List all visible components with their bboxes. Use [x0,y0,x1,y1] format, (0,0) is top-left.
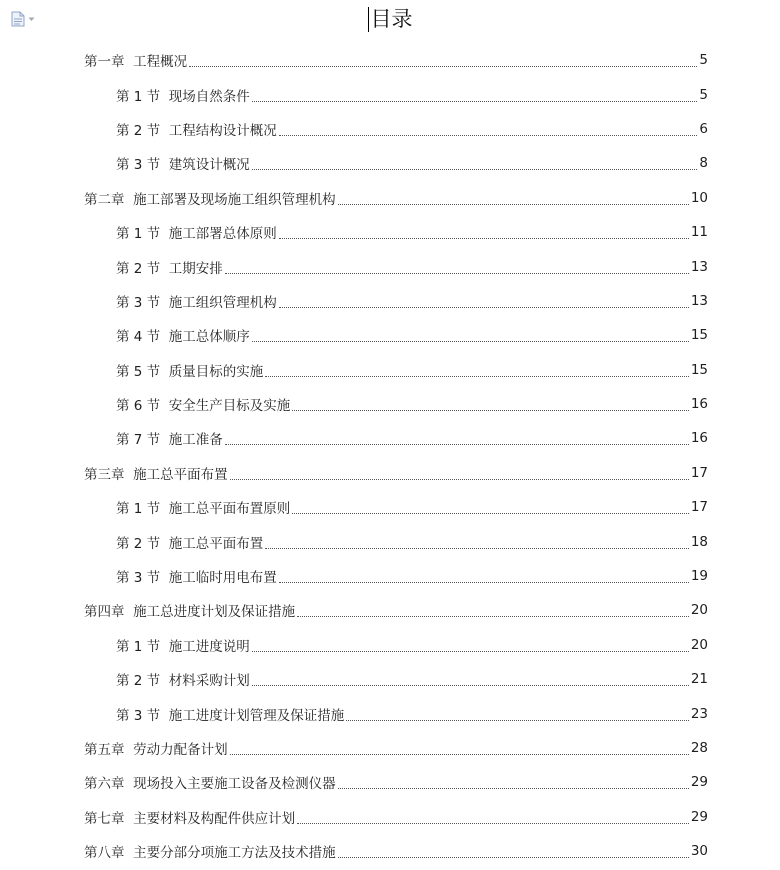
table-of-contents [0,43,780,868]
toc-dot-leader [346,719,689,721]
toc-page-number: 17 [690,464,708,481]
toc-section-entry[interactable] [0,112,780,146]
toc-chapter-entry[interactable] [0,800,780,834]
toc-section-entry[interactable] [0,77,780,111]
toc-entry-label: 第 5 节 质量目标的实施 [116,363,264,380]
toc-dot-leader [338,203,689,205]
toc-dot-leader [338,787,689,789]
toc-entry-label: 第 4 节 施工总体顺序 [116,329,250,346]
toc-dot-leader [292,512,689,514]
toc-section-entry[interactable] [0,387,780,421]
toc-dot-leader [230,753,689,755]
toc-page-number: 6 [699,120,708,137]
toc-entry-label: 第三章 施工总平面布置 [84,466,228,483]
toc-section-entry[interactable] [0,628,780,662]
toc-dot-leader [252,650,689,652]
toc-dot-leader [252,100,698,102]
toc-entry-label: 第 6 节 安全生产目标及实施 [116,398,291,415]
toc-section-entry[interactable] [0,249,780,283]
toc-dot-leader [189,65,697,67]
toc-section-entry[interactable] [0,696,780,730]
toc-dot-leader [338,856,689,858]
toc-page-number: 13 [690,258,708,275]
toc-dot-leader [252,684,689,686]
toc-section-entry[interactable] [0,284,780,318]
toc-entry-label: 第八章 主要分部分项施工方法及技术措施 [84,845,336,862]
toc-page-number: 5 [699,86,708,103]
toc-page-number: 29 [690,808,708,825]
toc-page-number: 20 [690,602,708,619]
toc-section-entry[interactable] [0,490,780,524]
toc-entry-label: 第 1 节 施工总平面布置原则 [116,501,291,518]
toc-chapter-entry[interactable] [0,593,780,627]
toc-dot-leader [279,306,689,308]
toc-dot-leader [265,375,689,377]
toc-chapter-entry[interactable] [0,765,780,799]
toc-dot-leader [292,409,689,411]
toc-dot-leader [252,340,689,342]
toc-entry-label: 第七章 主要材料及构配件供应计划 [84,810,296,827]
toc-page-number: 11 [690,224,708,241]
toc-page-number: 29 [690,774,708,791]
toc-entry-label: 第 2 节 工期安排 [116,260,223,277]
toc-entry-label: 第五章 劳动力配备计划 [84,742,228,758]
toc-page-number: 20 [690,636,708,653]
text-cursor [368,7,370,32]
toc-dot-leader [279,134,698,136]
toc-entry-label: 第四章 施工总进度计划及保证措施 [84,604,296,621]
toc-entry-label: 第 2 节 材料采购计划 [116,673,250,690]
toc-entry-label: 第 7 节 施工准备 [116,432,223,449]
toc-page-number: 23 [690,705,708,722]
toc-page-number: 17 [690,499,708,516]
toc-section-entry[interactable] [0,318,780,352]
toc-dot-leader [265,547,689,549]
toc-dot-leader [225,272,689,274]
toc-entry-label: 第 3 节 施工进度计划管理及保证措施 [116,707,345,724]
toc-section-entry[interactable] [0,524,780,558]
toc-page-number: 18 [690,533,708,550]
toc-section-entry[interactable] [0,559,780,593]
toc-entry-label: 第一章 工程概况 [84,54,188,71]
toc-chapter-entry[interactable] [0,834,780,868]
toc-section-entry[interactable] [0,662,780,696]
page-title[interactable] [368,4,413,34]
page-title-text: 目录 [370,7,413,31]
toc-entry-label: 第 1 节 施工部署总体原则 [116,226,277,243]
toc-dot-leader [279,237,689,239]
toc-section-entry[interactable] [0,421,780,455]
toc-entry-label: 第 1 节 施工进度说明 [116,638,250,655]
toc-chapter-entry[interactable] [0,456,780,490]
toc-entry-label: 第六章 现场投入主要施工设备及检测仪器 [84,776,336,793]
toc-chapter-entry[interactable] [0,43,780,77]
title-container [0,4,780,34]
toc-page-number: 15 [690,361,708,378]
toc-dot-leader [297,615,689,617]
toc-dot-leader [297,822,689,824]
toc-page-number: 19 [690,568,708,585]
toc-page-number: 21 [690,671,708,688]
toc-entry-label: 第 3 节 施工临时用电布置 [116,570,277,587]
toc-page-number: 5 [699,52,708,69]
toc-entry-label: 第 2 节 工程结构设计概况 [116,122,277,139]
toc-page-number: 30 [690,843,708,860]
toc-page-number: 10 [690,189,708,206]
toc-section-entry[interactable] [0,353,780,387]
toc-dot-leader [279,581,689,583]
toc-page-number: 13 [690,292,708,309]
toc-entry-label: 第 1 节 现场自然条件 [116,88,250,105]
toc-page-number: 8 [699,155,708,172]
toc-page-number: 28 [690,740,708,756]
toc-chapter-entry[interactable] [0,181,780,215]
toc-page-number: 16 [690,396,708,413]
toc-dot-leader [230,478,689,480]
toc-page-number: 16 [690,430,708,447]
toc-entry-label: 第 2 节 施工总平面布置 [116,535,264,552]
toc-entry-label: 第二章 施工部署及现场施工组织管理机构 [84,191,336,208]
toc-section-entry[interactable] [0,215,780,249]
toc-entry-label: 第 3 节 建筑设计概况 [116,157,250,174]
toc-chapter-entry[interactable] [0,731,780,765]
toc-dot-leader [252,168,698,170]
toc-page-number: 15 [690,327,708,344]
toc-section-entry[interactable] [0,146,780,180]
toc-dot-leader [225,443,689,445]
toc-entry-label: 第 3 节 施工组织管理机构 [116,294,277,311]
